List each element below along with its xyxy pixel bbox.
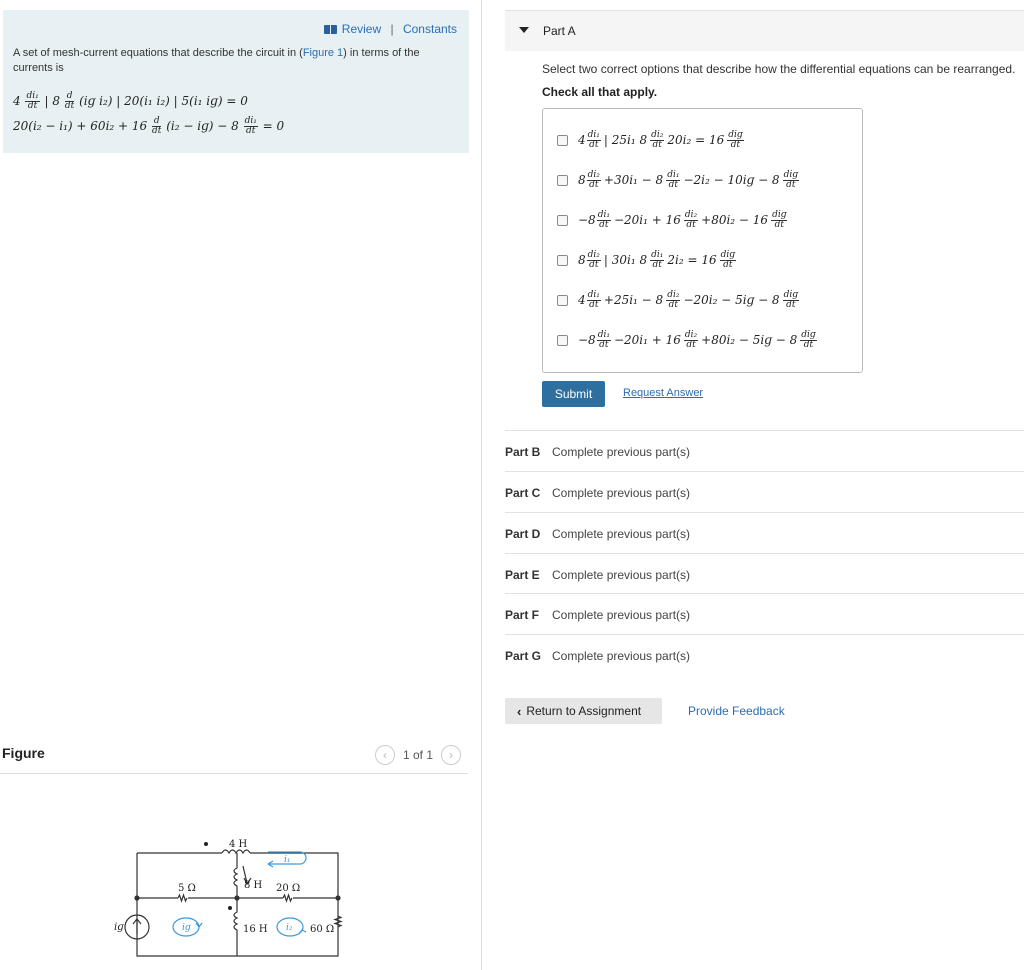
part-name: Part F — [505, 608, 540, 622]
eq-term: | 8 — [44, 94, 61, 108]
frac-den: dt — [652, 259, 662, 270]
frac-num: di₁ — [26, 91, 39, 101]
frac-den: dt — [774, 219, 784, 230]
frac-num: di₂ — [651, 129, 664, 140]
figure-link[interactable]: Figure 1 — [302, 47, 344, 59]
frac — [597, 331, 611, 350]
frac-num: di₁ — [587, 129, 600, 140]
label-5ohm: 5 Ω — [178, 883, 196, 894]
label-ig: iɡ — [114, 922, 124, 933]
label-60ohm: 60 Ω — [310, 924, 335, 935]
answer-option[interactable] — [557, 165, 800, 195]
option-term: | 30i₁ 8 — [603, 253, 648, 267]
part-status: Complete previous part(s) — [552, 527, 691, 541]
frac-den: dt — [686, 339, 696, 350]
frac-den: dt — [246, 126, 256, 136]
frac — [727, 131, 743, 150]
part-row[interactable] — [505, 512, 1024, 553]
inductor-4h — [222, 850, 250, 853]
frac-num: di₂ — [684, 209, 698, 220]
part-row[interactable] — [505, 593, 1024, 634]
part-a-instruction: Select two correct options that describe how the differential equations can be rearranged. — [542, 62, 1016, 76]
node-dot — [135, 896, 139, 900]
answer-option[interactable] — [557, 205, 788, 235]
frac-den: dt — [723, 259, 733, 270]
frac-num: di₂ — [684, 329, 698, 340]
frac-num: di₁ — [597, 209, 610, 220]
part-name: Part C — [505, 486, 541, 500]
frac-den: dt — [589, 299, 599, 310]
frac-den: dt — [599, 339, 609, 350]
mesh-equation-1 — [13, 92, 248, 111]
frac — [666, 171, 680, 190]
frac-den: dt — [686, 219, 696, 230]
resistor-5ohm — [178, 895, 187, 901]
frac — [587, 251, 601, 270]
frac — [684, 211, 698, 230]
label-i1: i₁ — [284, 855, 291, 865]
link-separator: | — [390, 22, 394, 36]
label-8h: 8 H — [244, 880, 263, 891]
frac-den: dt — [64, 101, 75, 111]
frac-den: dt — [668, 299, 678, 310]
mesh-equation-2 — [13, 117, 284, 136]
option-term: −20i₂ − 5iɡ − 8 — [683, 293, 780, 307]
frac — [800, 331, 816, 350]
frac-num: di₁ — [651, 249, 664, 260]
part-row[interactable] — [505, 553, 1024, 594]
chevron-left-icon[interactable]: ‹ — [375, 745, 395, 765]
frac-den: dt — [589, 139, 599, 150]
option-term: +80i₂ − 16 — [701, 213, 769, 227]
option-term: 4 — [578, 293, 586, 307]
frac-num: di₂ — [587, 249, 600, 260]
option-term: +80i₂ − 5iɡ − 8 — [701, 333, 798, 347]
frac — [666, 291, 680, 310]
check-all-label: Check all that apply. — [542, 85, 658, 99]
inductor-8h — [234, 853, 237, 898]
intro-text: A set of mesh-current equations that describe the circuit in ( — [13, 47, 303, 59]
frac — [783, 291, 799, 310]
frac-den: dt — [589, 259, 599, 270]
eq-term: (i₂ − iɡ) − 8 — [166, 119, 239, 133]
label-i2: i₂ — [286, 923, 293, 933]
answer-options — [542, 108, 863, 373]
eq-term: 20(i₂ − i₁) + 60i₂ + 16 — [13, 119, 148, 133]
chevron-left-icon: ‹ — [517, 703, 522, 719]
problem-info-box — [3, 10, 469, 153]
frac — [587, 131, 601, 150]
frac-num: di₂ — [587, 169, 600, 180]
problem-panel — [0, 0, 480, 970]
frac-den: dt — [786, 179, 796, 190]
option-checkbox[interactable] — [557, 175, 568, 186]
eq-term: (iɡ i₂) | 20(i₁ i₂) | 5(i₁ iɡ) = 0 — [79, 94, 248, 108]
answer-option[interactable] — [557, 325, 818, 355]
frac-num: di₂ — [667, 289, 680, 300]
frac — [650, 251, 664, 270]
part-row[interactable] — [505, 430, 1024, 471]
answer-option[interactable] — [557, 125, 745, 155]
inductor-16h — [234, 898, 237, 956]
option-term: +25i₁ − 8 — [603, 293, 664, 307]
frac-den: dt — [152, 126, 162, 136]
frac-num: di₁ — [667, 169, 680, 180]
part-name: Part B — [505, 445, 541, 459]
frac-den: dt — [803, 339, 814, 350]
option-term: 8 — [578, 253, 586, 267]
pager-count: 1 of 1 — [403, 748, 434, 762]
request-answer-link[interactable]: Request Answer — [623, 387, 704, 399]
frac — [587, 291, 601, 310]
panel-divider — [481, 0, 482, 970]
frac-num: diɡ — [720, 249, 736, 260]
part-status: Complete previous part(s) — [552, 608, 691, 622]
submit-button[interactable]: Submit — [542, 381, 605, 407]
frac — [783, 171, 799, 190]
option-term: 4 — [578, 133, 586, 147]
option-term: −8 — [578, 213, 596, 227]
info-links — [324, 22, 457, 36]
intro-text-2: ) in terms of the currents is — [13, 47, 420, 74]
label-16h: 16 H — [243, 924, 268, 935]
option-checkbox[interactable] — [557, 255, 568, 266]
frac-num: di₁ — [244, 116, 257, 126]
frac-num: diɡ — [801, 329, 816, 340]
frac-num: d — [66, 91, 73, 101]
frac-num: diɡ — [783, 289, 798, 300]
frac-den: dt — [589, 179, 599, 190]
label-ig-mesh: iɡ — [182, 923, 191, 933]
frac-den: dt — [730, 139, 741, 150]
part-name: Part D — [505, 527, 541, 541]
provide-feedback-link[interactable]: Provide Feedback — [688, 704, 785, 718]
part-a-title: Part A — [543, 24, 576, 38]
option-term: 8 — [578, 173, 586, 187]
frac-num: d — [153, 116, 160, 126]
part-status: Complete previous part(s) — [552, 486, 691, 500]
option-term: | 25i₁ 8 — [603, 133, 648, 147]
part-status: Complete previous part(s) — [552, 568, 691, 582]
frac-den: dt — [652, 139, 662, 150]
return-label: Return to Assignment — [526, 704, 642, 718]
frac — [650, 131, 664, 150]
frac-num: diɡ — [728, 129, 743, 140]
book-icon — [324, 25, 337, 34]
arrow-up-icon — [133, 919, 141, 934]
part-status: Complete previous part(s) — [552, 445, 691, 459]
circuit-diagram — [100, 828, 360, 963]
review-link[interactable]: Review — [341, 22, 382, 36]
eq-term: 4 — [13, 94, 21, 108]
label-4h: 4 H — [229, 839, 248, 850]
frac-den: dt — [27, 101, 38, 111]
frac-den: dt — [786, 299, 796, 310]
answer-option[interactable] — [557, 285, 800, 315]
option-checkbox[interactable] — [557, 135, 568, 146]
node-dot — [235, 896, 239, 900]
frac-den: dt — [599, 219, 609, 230]
option-term: −2i₂ − 10iɡ − 8 — [683, 173, 780, 187]
eq-term: = 0 — [262, 119, 285, 133]
figure-pager — [375, 745, 461, 765]
frac — [684, 331, 698, 350]
option-checkbox[interactable] — [557, 215, 568, 226]
frac — [597, 211, 611, 230]
polarity-dot — [228, 906, 232, 910]
part-name: Part E — [505, 568, 540, 582]
part-row[interactable] — [505, 634, 1024, 675]
label-20ohm: 20 Ω — [276, 883, 301, 894]
option-term: −8 — [578, 333, 596, 347]
option-term: +30i₁ − 8 — [603, 173, 664, 187]
caret-down-icon[interactable] — [519, 27, 529, 33]
frac — [720, 251, 736, 270]
option-term: 2i₂ = 16 — [667, 253, 717, 267]
frac-num: di₁ — [597, 329, 610, 340]
frac — [771, 211, 787, 230]
option-term: −20i₁ + 16 — [613, 213, 681, 227]
problem-intro — [13, 46, 461, 76]
frac-num: diɡ — [772, 209, 787, 220]
frac-num: diɡ — [783, 169, 798, 180]
option-checkbox[interactable] — [557, 295, 568, 306]
option-term: 20i₂ = 16 — [667, 133, 725, 147]
frac-den: dt — [668, 179, 678, 190]
part-a-header[interactable] — [505, 10, 1024, 51]
part-name: Part G — [505, 649, 542, 663]
polarity-dot — [204, 842, 208, 846]
frac — [587, 171, 601, 190]
answer-option[interactable] — [557, 245, 737, 275]
figure-heading: Figure — [2, 745, 45, 761]
part-status: Complete previous part(s) — [552, 649, 691, 663]
frac-num: di₁ — [587, 289, 600, 300]
figure-divider — [0, 773, 468, 774]
constants-link[interactable]: Constants — [402, 22, 457, 36]
option-checkbox[interactable] — [557, 335, 568, 346]
return-to-assignment-button[interactable] — [505, 698, 662, 724]
resistor-20ohm — [283, 895, 292, 901]
chevron-right-icon[interactable]: › — [441, 745, 461, 765]
part-row[interactable] — [505, 471, 1024, 512]
option-term: −20i₁ + 16 — [613, 333, 681, 347]
node-dot — [336, 896, 340, 900]
